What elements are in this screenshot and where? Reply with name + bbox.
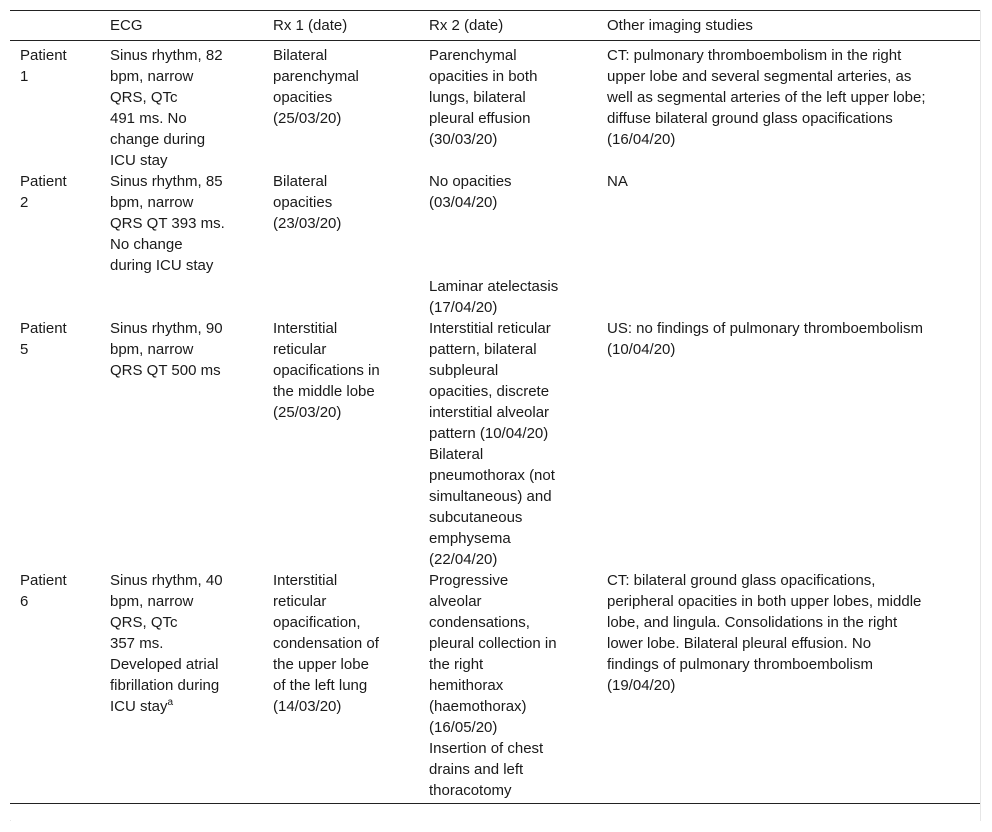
patient-cell: Patient 5	[20, 320, 67, 358]
patient-cell: Patient 6	[20, 572, 67, 610]
rx2-cell: Parenchymal opacities in both lungs, bilateral pleural effusion (30/03/20)	[429, 47, 538, 148]
ecg-cell: Sinus rhythm, 85 bpm, narrow QRS QT 393 ms. No change during ICU stay	[110, 173, 225, 274]
footnote-marker: a	[167, 697, 174, 708]
rx1-cell: Interstitial reticular opacifications in the middle lobe (25/03/20)	[273, 320, 380, 421]
header-row	[10, 11, 980, 41]
rx1-cell: Bilateral parenchymal opacities (25/03/20)	[273, 47, 359, 127]
other-imaging-cell	[597, 738, 980, 804]
patient-findings-table-container	[10, 10, 980, 820]
table-header	[10, 11, 980, 41]
rx2-cell: Laminar atelectasis (17/04/20)	[429, 278, 559, 316]
rx1-cell	[263, 444, 419, 570]
patient-cell: Patient 2	[20, 173, 67, 211]
table-row	[10, 738, 980, 804]
rx1-cell	[263, 738, 419, 804]
header-ecg: ECG	[100, 11, 263, 41]
rx2-cell: Insertion of chest drains and left thoracotomy	[419, 738, 597, 804]
ecg-cell: Sinus rhythm, 90 bpm, narrow QRS QT 500 ms	[110, 320, 223, 379]
other-imaging-cell	[597, 444, 980, 570]
patient-cell: Patient 1	[20, 47, 67, 85]
table-row	[10, 570, 980, 738]
patient-cell	[10, 276, 100, 318]
rx1-cell: Bilateral opacities (23/03/20)	[273, 173, 342, 232]
other-imaging-cell: NA	[607, 173, 628, 190]
patient-findings-table	[10, 10, 980, 804]
patient-cell	[10, 738, 100, 804]
rx1-cell: Interstitial reticular opacification, condensation of the upper lobe of the left lung (14/03/20)	[273, 572, 379, 715]
header-other-imaging: Other imaging studies	[597, 11, 980, 41]
other-imaging-cell: US: no findings of pulmonary thromboembolism (10/04/20)	[607, 320, 923, 358]
other-imaging-cell: CT: bilateral ground glass opacifications, peripheral opacities in both upper lobes, middle lobe, and lingula. Consolidations in the right lower lobe. Bilateral pleural effusion. No findings of pulmonary thromboembolism (19/04/20)	[607, 572, 922, 694]
header-patient	[10, 11, 100, 41]
header-rx1: Rx 1 (date)	[263, 11, 419, 41]
rx2-cell: Bilateral pneumothorax (not simultaneous) and subcutaneous emphysema (22/04/20)	[429, 446, 555, 568]
table-row	[10, 171, 980, 276]
ecg-cell-text: Sinus rhythm, 40 bpm, narrow QRS, QTc 357 ms. Developed atrial fibrillation during ICU stay	[110, 572, 223, 715]
ecg-cell	[100, 444, 263, 570]
header-rx2: Rx 2 (date)	[419, 11, 597, 41]
rx2-cell: No opacities (03/04/20)	[429, 173, 512, 211]
table-row	[10, 276, 980, 318]
ecg-cell	[100, 738, 263, 804]
other-imaging-cell: CT: pulmonary thromboembolism in the right upper lobe and several segmental arteries, as well as segmental arteries of the left upper lobe; diffuse bilateral ground glass opacifications (16/04/20)	[607, 47, 926, 148]
rx2-cell: Progressive alveolar condensations, pleural collection in the right hemithorax (haemothorax) (16/05/20)	[429, 572, 557, 736]
table-row	[10, 444, 980, 570]
other-imaging-cell	[597, 276, 980, 318]
rx2-cell: Interstitial reticular pattern, bilateral subpleural opacities, discrete interstitial alveolar pattern (10/04/20)	[429, 320, 551, 442]
patient-cell	[10, 444, 100, 570]
table-body	[10, 41, 980, 804]
table-row	[10, 318, 980, 444]
rx1-cell	[263, 276, 419, 318]
ecg-cell	[100, 570, 263, 738]
table-row	[10, 41, 980, 172]
ecg-cell	[100, 276, 263, 318]
ecg-cell: Sinus rhythm, 82 bpm, narrow QRS, QTc 491 ms. No change during ICU stay	[110, 47, 223, 169]
table-right-edge	[980, 10, 981, 821]
